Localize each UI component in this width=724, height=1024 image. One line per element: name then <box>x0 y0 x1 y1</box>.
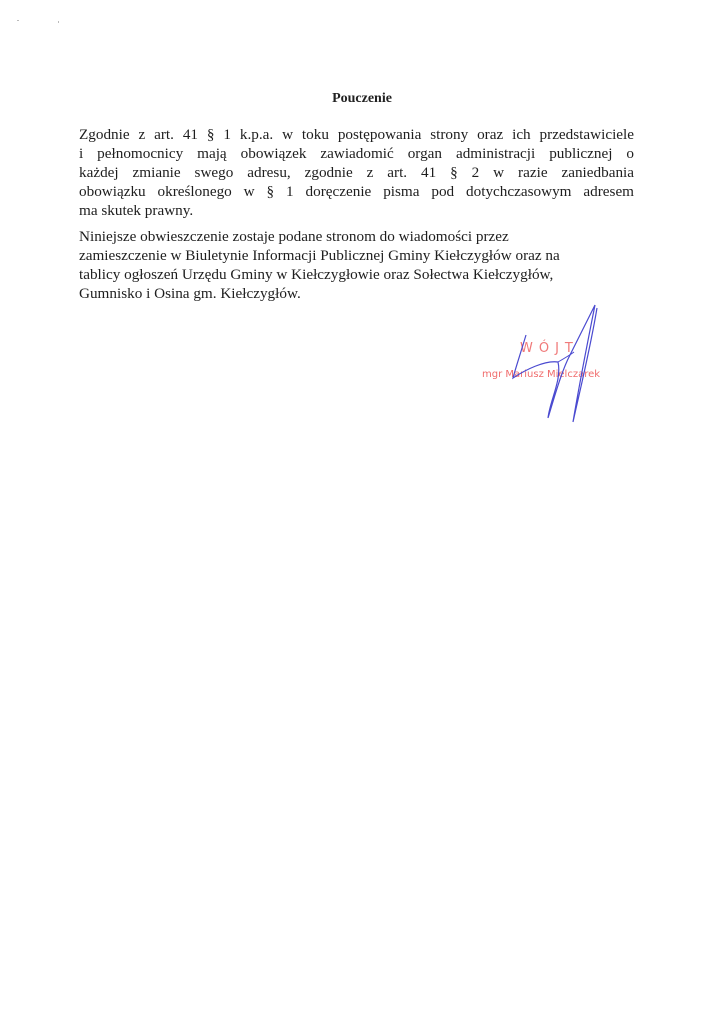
handwritten-signature <box>470 300 640 430</box>
paragraph-notice <box>79 125 634 220</box>
stamp-title: WÓJT <box>520 341 579 356</box>
signature-stroke <box>558 352 574 362</box>
paragraph-line: tablicy ogłoszeń Urzędu Gminy w Kiełczygłowie oraz Sołectwa Kiełczygłów, <box>79 266 554 283</box>
paragraph-line: Zgodnie z art. 41 § 1 k.p.a. w toku postępowania strony oraz ich przedstawiciele <box>79 126 634 143</box>
paragraph-line: każdej zmianie swego adresu, zgodnie z art. 41 § 2 w razie zaniedbania <box>79 164 634 181</box>
stamp-name: mgr Mariusz Mielczarek <box>482 369 601 380</box>
signature-stroke <box>513 305 597 422</box>
scan-speck <box>17 20 19 21</box>
paragraph-line: Gumnisko i Osina gm. Kiełczygłów. <box>79 285 301 302</box>
scan-speck <box>58 21 59 23</box>
paragraph-publication <box>79 227 634 303</box>
paragraph-line: obowiązku określonego w § 1 doręczenie pisma pod dotychczasowym adresem <box>79 183 634 200</box>
paragraph-line: Niniejsze obwieszczenie zostaje podane stronom do wiadomości przez <box>79 228 509 245</box>
paragraph-line: i pełnomocnicy mają obowiązek zawiadomić organ administracji publicznej o <box>79 145 634 162</box>
document-heading: Pouczenie <box>332 91 392 106</box>
paragraph-line: zamieszczenie w Biuletynie Informacji Publicznej Gminy Kiełczygłów oraz na <box>79 247 560 264</box>
paragraph-line: ma skutek prawny. <box>79 202 194 219</box>
